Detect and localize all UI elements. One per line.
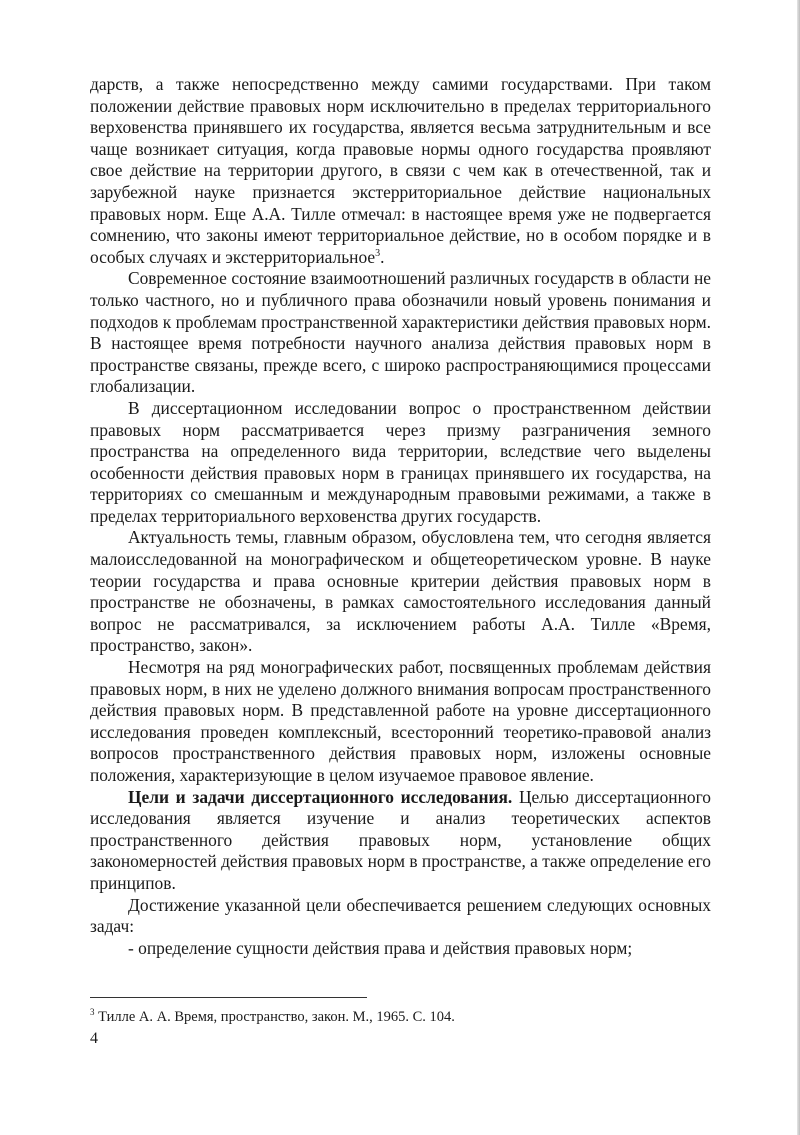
footnote-ref[interactable]: 3 [375,247,381,259]
paragraph: - определение сущности действия права и действия правовых норм; [128,937,633,958]
page-number: 4 [90,1030,98,1047]
footnote [90,1008,455,1026]
paragraph: Актуальность темы, главным образом, обусловлена тем, что сегодня является малоисследованной на монографическом и общетеоретическом уровне. В науке теории государства и права основные критерии действия правовых норм в пространстве не обозначены, в рамках самостоятельного исследования данный вопрос не рассматривался, за исключением работы А.А. Тилле «Время, пространство, закон». [90,527,711,656]
footnote-divider [90,997,367,998]
main-text [90,74,711,959]
paragraph: Современное состояние взаимоотношений различных государств в области не только частного, но и публичного права обозначили новый уровень понимания и подходов к проблемам пространственной характеристики действия правовых норм. В настоящее время потребности научного анализа действия правовых норм в пространстве связаны, прежде всего, с широко распространяющимися процессами глобализации. [90,268,711,397]
section-heading: Цели и задачи диссертационного исследования. [128,786,513,807]
paragraph: В диссертационном исследовании вопрос о пространственном действии правовых норм рассматривается через призму разграничения земного пространства на определенного вида территории, вследствие чего выделены особенности действия правовых норм в границах принявшего их государства, на территориях со смешанным и международным правовыми режимами, а также в пределах территориального верховенства других государств. [90,397,711,526]
paragraph: Достижение указанной цели обеспечивается решением следующих основных задач: [90,894,711,937]
footnote-marker: 3 [90,1007,95,1018]
paragraph: дарств, а также непосредственно между самими государствами. При таком положении действие правовых норм исключительно в пределах территориального верховенства принявшего их государства, является весьма затруднительным и все чаще возникает ситуация, когда правовые нормы одного государства проявляют свое действие на территории другого, в связи с чем как в отечественной, так и зарубежной науке признается экстерриториальное действие национальных правовых норм. Еще А.А. Тилле отмечал: в настоящее время уже не подвергается сомнению, что законы имеют территориальное действие, но в особом порядке и в особых случаях и экстерриториальное$^3$. [90,74,711,267]
paragraph: Цели и задачи диссертационного исследования. Целью диссертационного исследования является изучение и анализ теоретических аспектов пространственного действия правовых норм, установление общих закономерностей действия правовых норм в пространстве, а также определение его принципов. [90,786,711,893]
footnote-text: Тилле А. А. Время, пространство, закон. М., 1965. С. 104. [94,1009,455,1025]
paragraph: Несмотря на ряд монографических работ, посвященных проблемам действия правовых норм, в них не уделено должного внимания вопросам пространственного действия правовых норм. В представленной работе на уровне диссертационного исследования проведен комплексный, всесторонний теоретико-правовой анализ вопросов пространственного действия правовых норм, изложены основные положения, характеризующие в целом изучаемое правовое явление. [90,657,711,785]
